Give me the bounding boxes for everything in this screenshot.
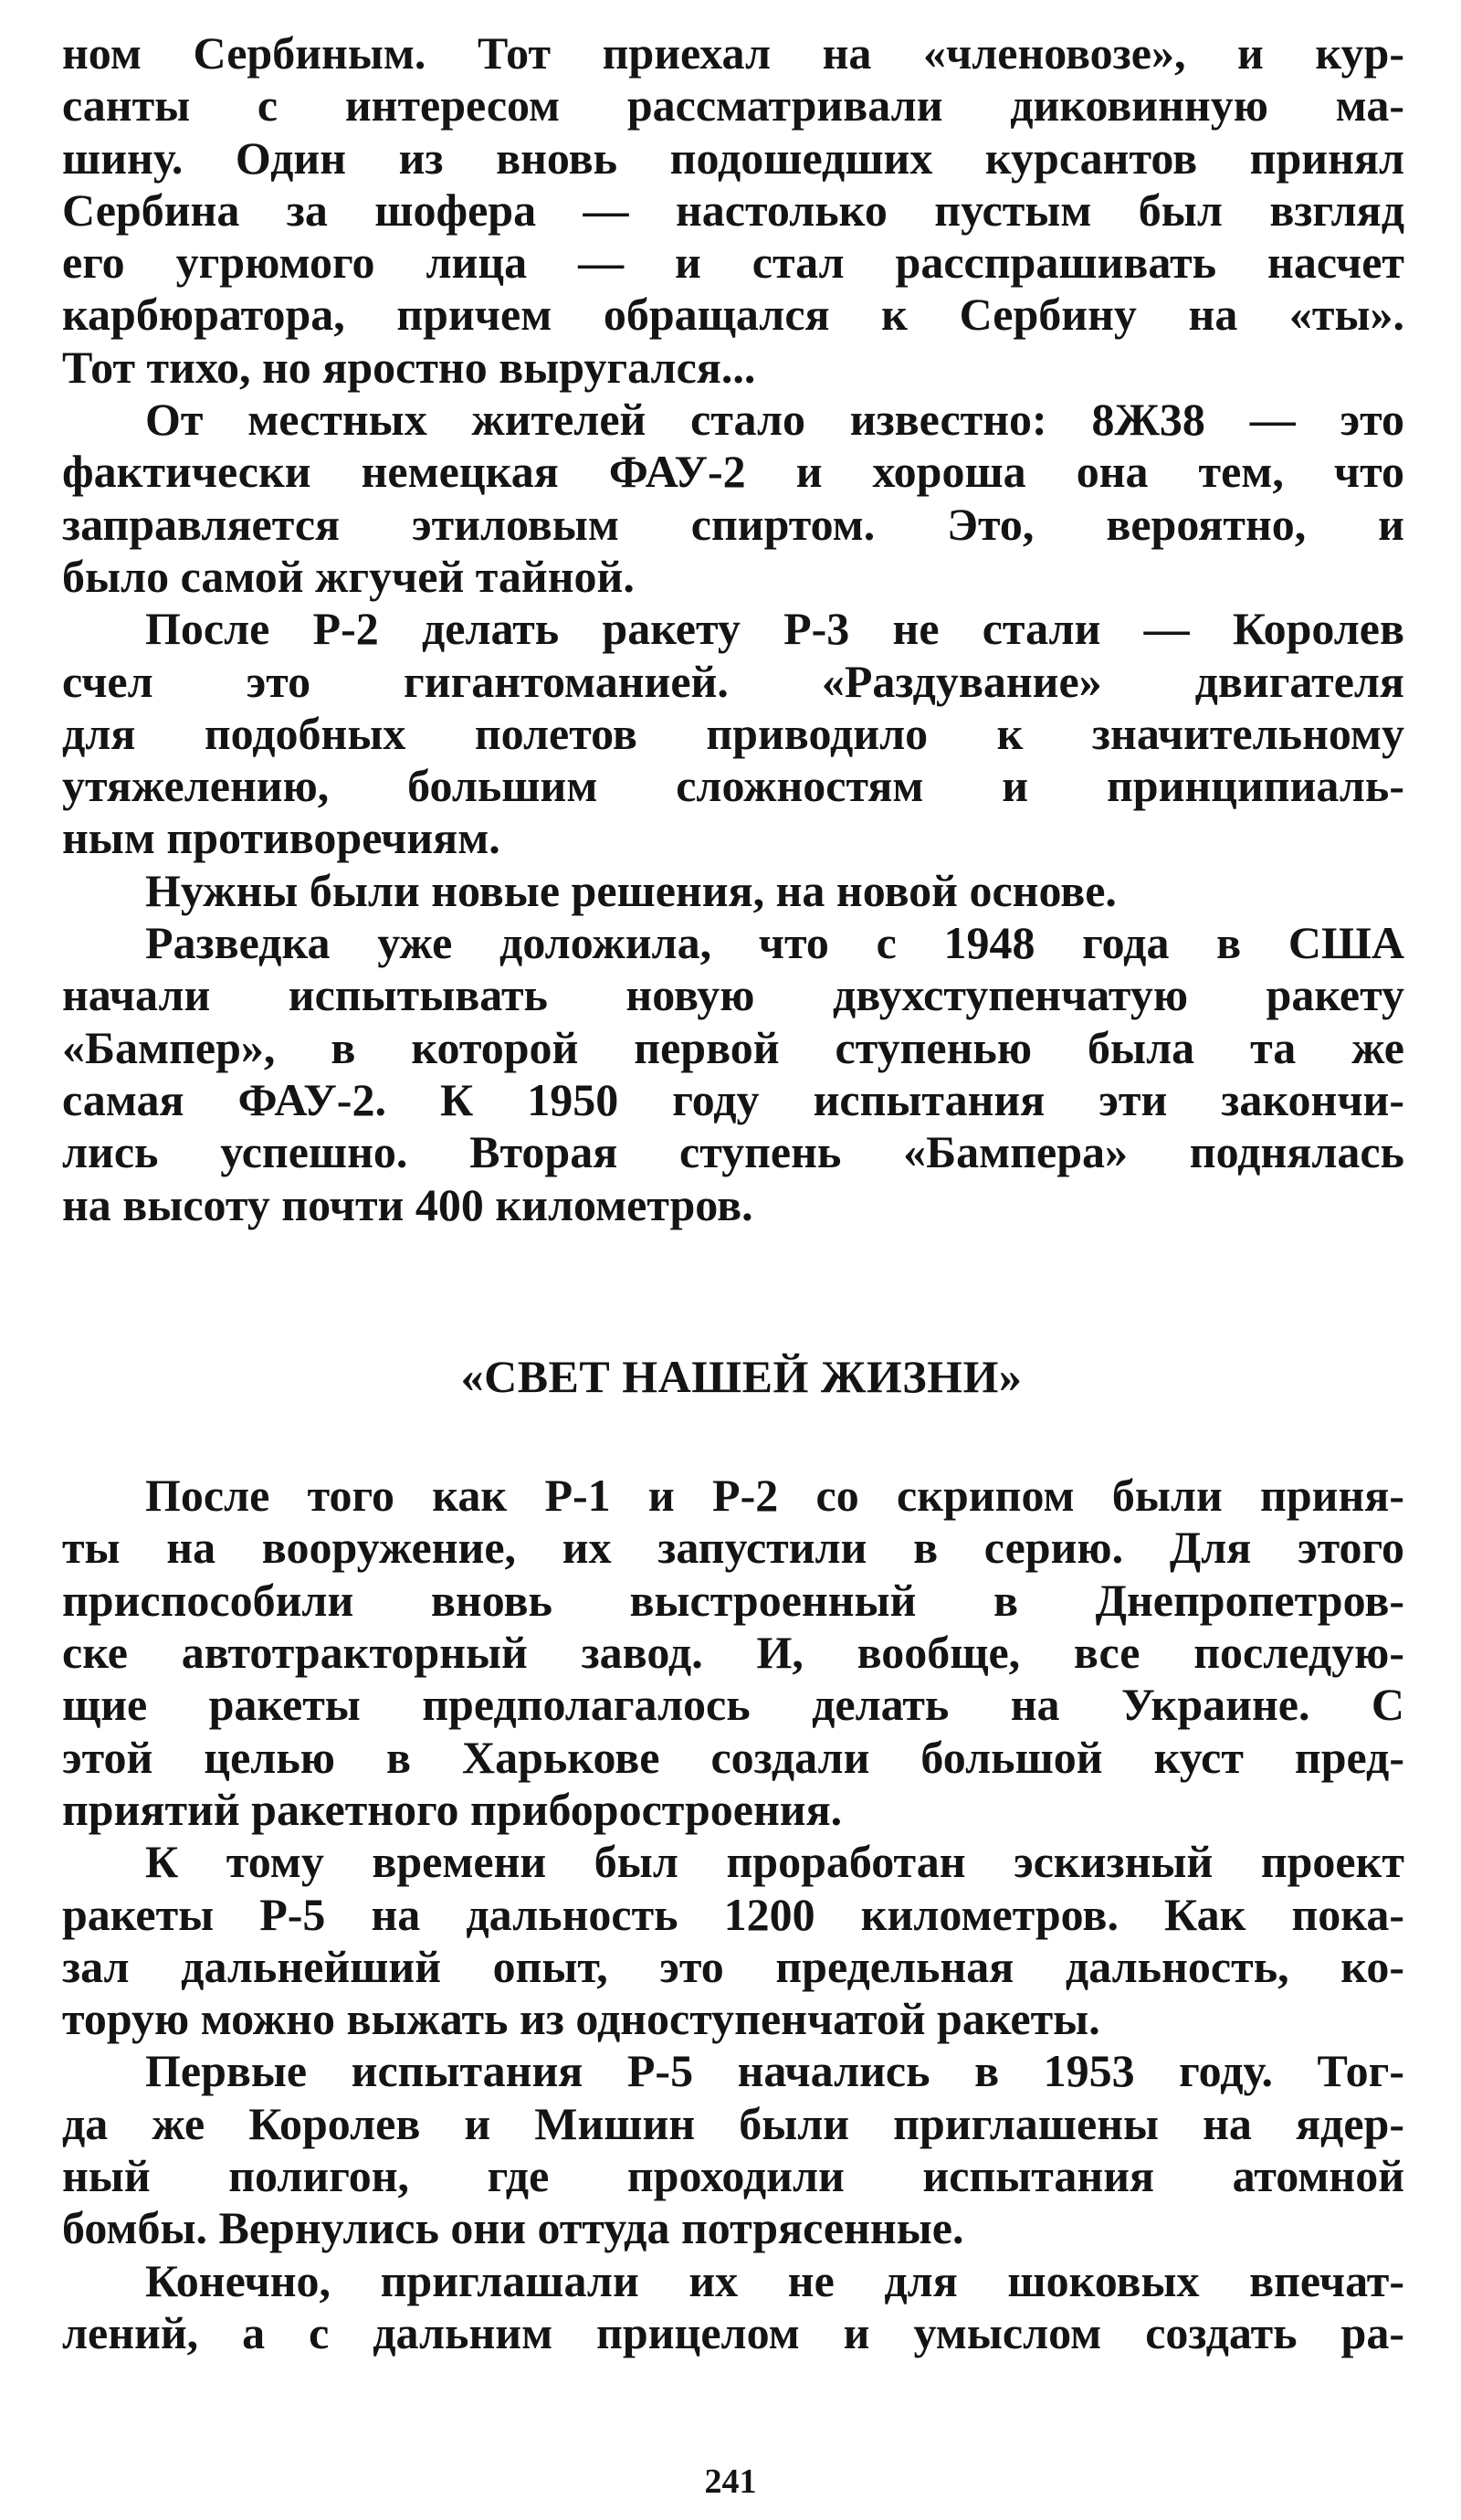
text-line: лений, а с дальним прицелом и умыслом создать ра-	[62, 2306, 1404, 2358]
text-line: начали испытывать новую двухступенчатую ракету	[62, 969, 1404, 1021]
text-line: его угрюмого лица — и стал расспрашивать насчет	[62, 237, 1404, 289]
text-line: Разведка уже доложила, что с 1948 года в США	[145, 917, 1404, 969]
text-line: К тому времени был проработан эскизный проект	[145, 1836, 1404, 1888]
text-line: для подобных полетов приводило к значительному	[62, 707, 1404, 759]
text-line: да же Королев и Мишин были приглашены на ядер-	[62, 2097, 1404, 2149]
paragraph	[62, 865, 1404, 917]
text-line: фактически немецкая ФАУ-2 и хороша она тем, что	[62, 446, 1404, 498]
text-line: шину. Один из вновь подошедших курсантов принял	[62, 132, 1404, 184]
paragraph	[62, 917, 1404, 1231]
text-line: счел это гигантоманией. «Раздувание» двигателя	[62, 655, 1404, 707]
text-line: ном Сербиным. Тот приехал на «членовозе», и кур-	[62, 27, 1404, 79]
spacer	[62, 1403, 1404, 1470]
paragraph	[62, 1470, 1404, 1836]
paragraph	[62, 27, 1404, 394]
paragraph	[62, 603, 1404, 864]
spacer	[62, 1231, 1404, 1351]
text-line: щие ракеты предполагалось делать на Украине. С	[62, 1679, 1404, 1731]
paragraph	[62, 1836, 1404, 2045]
text-line: утяжелению, большим сложностям и принципиаль-	[62, 760, 1404, 812]
text-line: После Р-2 делать ракету Р-3 не стали — Королев	[145, 603, 1404, 655]
text-line: «Бампер», в которой первой ступенью была та же	[62, 1021, 1404, 1073]
text-line: ракеты Р-5 на дальность 1200 километров. Как пока-	[62, 1888, 1404, 1940]
text-line: ске автотракторный завод. И, вообще, все последую-	[62, 1627, 1404, 1679]
text-line: бомбы. Вернулись они оттуда потрясенные.	[62, 2202, 964, 2254]
text-line: После того как Р-1 и Р-2 со скрипом были приня-	[145, 1470, 1404, 1522]
text-line: ты на вооружение, их запустили в серию. Для этого	[62, 1522, 1404, 1574]
text-line: приятий ракетного приборостроения.	[62, 1783, 843, 1835]
chapter-heading: «СВЕТ НАШЕЙ ЖИЗНИ»	[460, 1350, 1023, 1402]
text-before-heading	[62, 27, 1404, 1231]
text-line: От местных жителей стало известно: 8Ж38 — это	[145, 394, 1404, 446]
text-line: Нужны были новые решения, на новой основе.	[145, 864, 1117, 916]
page-number: 241	[704, 2462, 757, 2501]
text-line: было самой жгучей тайной.	[62, 550, 635, 602]
text-line: ным противоречиям.	[62, 812, 500, 864]
paragraph	[62, 394, 1404, 603]
text-line: карбюратора, причем обращался к Сербину на «ты».	[62, 289, 1404, 341]
text-line: Тот тихо, но яростно выругался...	[62, 341, 756, 393]
text-line: заправляется этиловым спиртом. Это, вероятно, и	[62, 498, 1404, 550]
book-page	[62, 27, 1404, 2359]
text-line: зал дальнейший опыт, это предельная дальность, ко-	[62, 1940, 1404, 1992]
text-line: на высоту почти 400 километров.	[62, 1178, 753, 1230]
text-after-heading	[62, 1470, 1404, 2359]
text-line: торую можно выжать из одноступенчатой ракеты.	[62, 1993, 1100, 2045]
text-line: самая ФАУ-2. К 1950 году испытания эти закончи-	[62, 1073, 1404, 1125]
text-line: этой целью в Харькове создали большой куст пред-	[62, 1731, 1404, 1783]
text-line: Первые испытания Р-5 начались в 1953 году. Тог-	[145, 2045, 1404, 2097]
text-line: Конечно, приглашали их не для шоковых впечат-	[145, 2254, 1404, 2306]
text-line: лись успешно. Вторая ступень «Бампера» поднялась	[62, 1126, 1404, 1178]
text-line: приспособили вновь выстроенный в Днепропетров-	[62, 1574, 1404, 1626]
text-line: санты с интересом рассматривали диковинную ма-	[62, 79, 1404, 132]
paragraph	[62, 2045, 1404, 2254]
text-line: ный полигон, где проходили испытания атомной	[62, 2149, 1404, 2201]
paragraph	[62, 2255, 1404, 2360]
text-line: Сербина за шофера — настолько пустым был взгляд	[62, 184, 1404, 236]
